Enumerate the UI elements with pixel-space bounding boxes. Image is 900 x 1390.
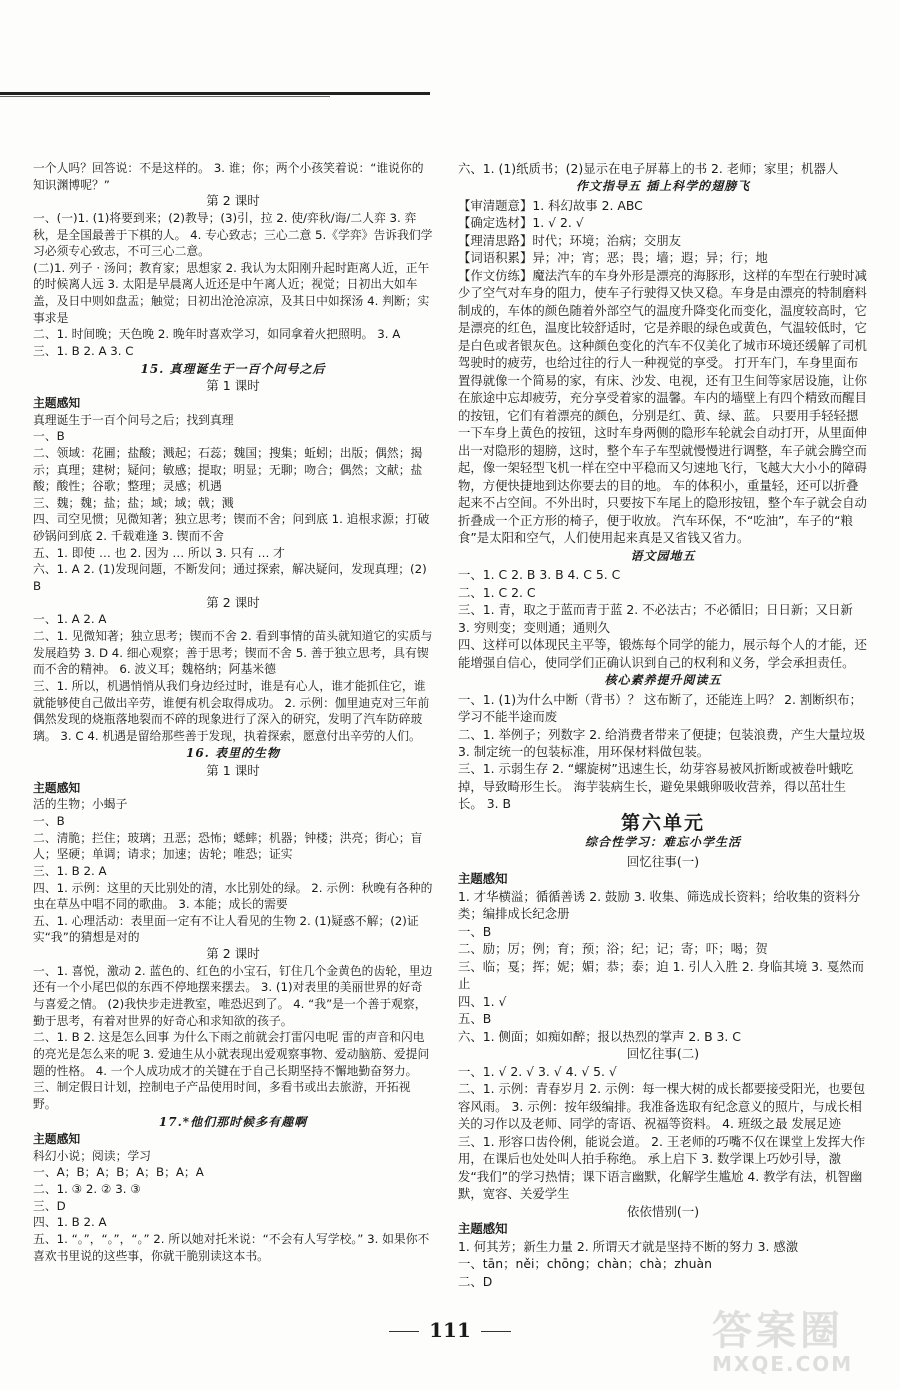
left-column-line-31: 二、1. B 2. 这是怎么回事 为什么下雨之前就会打雷闪电呢 雷的声音和闪电的亮光是怎么来的呢 3. 爱迪生从小就表现出爱观察事物、爱动脑筋、爱提问题的性格。 4. 一个人成功成才的关键在于自己长期坚持不懈地勤奋努力。 bbox=[33, 1030, 430, 1078]
right-column-line-29: 二、1. 示例：青春岁月 2. 示例：每一棵大树的成长都要接受阳光，也要包容风雨。 3. 示例：按年级编排。我准备选取有纪念意义的照片，与成长相关的习作以及老师、同学的寄语、祝福等资料。 4. 班级之最 发展足迹 bbox=[458, 1081, 866, 1132]
left-column-title-20: 16. 表里的生物 bbox=[185, 746, 281, 761]
right-column-line-5: 【词语积累】异；冲；宵；恶；畏；墙；遐；异；行；地 bbox=[458, 250, 768, 266]
left-column-line-10: 一、B bbox=[33, 429, 65, 444]
right-column-line-2: 【审清题意】1. 科幻故事 2. ABC bbox=[458, 197, 643, 213]
left-column-line-24: 一、B bbox=[33, 813, 65, 828]
page-number-dash-right bbox=[481, 1331, 511, 1332]
left-column-line-2: 一、(一)1. (1)将要到来；(2)教导；(3)引，拉 2. 使/弈秋/诲/二人弈 3. 弈秋，是全国最善于下棋的人。 4. 专心致志；三心二意 5.《学弈》告诉我们学习必须专心致志，不可三心二意。 bbox=[33, 210, 433, 259]
right-column-line-3: 【确定选材】1. √ 2. √ bbox=[458, 215, 584, 231]
right-column-unit-16: 第六单元 bbox=[620, 811, 705, 834]
watermark-line2: MXQE.COM bbox=[712, 1352, 854, 1376]
right-column-line-0: 六、1. (1)纸质书；(2)显示在电子屏幕上的书 2. 老师；家里；机器人 bbox=[458, 161, 839, 176]
left-column-bold-34: 主题感知 bbox=[33, 1132, 81, 1147]
right-column-line-26: 六、1. 侧面；如痴如醉；报以热烈的掌声 2. B 3. C bbox=[458, 1028, 741, 1044]
left-column-line-18: 二、1. 见微知著；独立思考；锲而不舍 2. 看到事情的苗头就知道它的实质与发展趋势 3. D 4. 细心观察；善于思考；锲而不舍 5. 善于独立思考，具有锲而不舍的精神。 6. 波义耳；魏格纳；阿基米德 bbox=[33, 628, 433, 677]
watermark-line1: 答案圈 bbox=[712, 1308, 844, 1354]
right-column-line-21: 一、B bbox=[458, 923, 492, 939]
left-column-line-30: 一、1. 喜悦，激动 2. 蓝色的、红色的小宝石，钉住几个金黄色的齿轮，里边还有一个小尾巴似的东西不停地摆来摆去。 3. (1)对表里的美丽世界的好奇与喜爱之情。 (2)我快步走进教室，唯恐迟到了。 4. “我”是一个善于观察，勤于思考，有着对世界的好奇心和求知欲的孩子。 bbox=[33, 963, 433, 1028]
left-column-sub-16: 第 2 课时 bbox=[206, 594, 260, 610]
left-column bbox=[33, 160, 433, 1264]
right-column-title-17: 综合性学习：难忘小学生活 bbox=[584, 835, 741, 850]
left-column-line-19: 三、1. 所以，机遇悄悄从我们身边经过时，谁是有心人，谁才能抓住它，谁就能够使自己做出辛劳，谁便有机会取得成功。 2. 示例：伽里迪克对三年前偶然发现的烧瓶落地裂而不碎的现象进行了深入的研究，发明了汽车防碎玻璃。 3. C 4. 机遇是留给那些善于发现，执着探索，愿意付出辛劳的人们。 bbox=[33, 678, 430, 743]
left-column-title-6: 15. 真理诞生于一百个问号之后 bbox=[140, 361, 326, 376]
left-column-line-36: 一、A；B；A；B；A；B；A；A bbox=[33, 1165, 204, 1180]
right-column-line-24: 四、1. √ bbox=[458, 993, 507, 1009]
left-column-line-5: 三、1. B 2. A 3. C bbox=[33, 344, 134, 359]
left-column-line-17: 一、1. A 2. A bbox=[33, 612, 107, 627]
left-column-bold-8: 主题感知 bbox=[33, 395, 81, 410]
right-column-line-10: 三、1. 青，取之于蓝而青于蓝 2. 不必法古；不必循旧；日日新；又日新 3. 穷则变；变则通；通则久 bbox=[458, 602, 853, 635]
left-column-sub-21: 第 1 课时 bbox=[206, 763, 260, 779]
left-column-line-12: 三、魏；魏；盐；盐；域；域；戟；溅 bbox=[33, 495, 234, 510]
right-column-line-22: 二、励；厉；例；育；预；浴；纪；记；寄；吓；喝；贺 bbox=[458, 941, 768, 957]
right-column-bold-19: 主题感知 bbox=[458, 871, 508, 887]
right-column-line-20: 1. 才华横溢；循循善诱 2. 鼓励 3. 收集、筛选成长资料；给收集的资料分类；编排成长纪念册 bbox=[458, 888, 861, 922]
right-column-line-4: 【理清思路】时代；环境；治病；交朋友 bbox=[458, 232, 682, 248]
right-column-sub-27: 回忆往事(二) bbox=[626, 1046, 700, 1062]
right-column-line-6: 【作文仿练】魔法汽车的车身外形是漂亮的海豚形，这样的车型在行驶时减少了空气对车身的阻力，使车子行驶得又快又稳。车身是由漂亮的特制磨料制成的，车体的颜色随着外部空气的温度升降变化而变化，温度较高时，它是漂亮的红色，温度比较舒适时，它是养眼的绿色或黄色，气温较低时，它是白色或者银灰色。这种颜色变化的汽车不仅美化了城市环境还缓解了司机驾驶时的疲劳，也给过往的行人一种视觉的享受。 打开车门，车身里面布置得就像一个简易的家，有床、沙发、电视，还有卫生间等家居设施，让你在旅途中忘却疲劳，充分享受着家的温馨。车内的墙壁上有四个精致而醒目的按钮，它们有着漂亮的颜色，分别是红、黄、绿、蓝。 只要用手轻轻摁一下车身上黄色的按钮，这时车身两侧的隐形车轮就会自动打开，从里面伸出一对隐形的翅膀，这时，整个车子车型就慢慢进行调整，车子就会腾空而起，像一架轻型飞机一样在空中平稳而又匀速地飞行，飞越大大小小的障碍物，方便快捷地到达你要去的目的地。 车的体积小，重量轻，还可以折叠起来不占空间。不外出时，只要按下车尾上的隐形按钮，整个车子就会自动折叠成一个正方形的椅子，便于收放。 汽车环保，不“吃油”，车子的“粮食”是太阳和空气，人们使用起来真是又省钱又省力。 bbox=[458, 267, 867, 546]
left-column-line-35: 科幻小说；阅读；学习 bbox=[33, 1148, 151, 1163]
right-column-title-12: 核心素养提升阅读五 bbox=[604, 673, 722, 688]
left-column-line-40: 五、1. “。”，“。”，“。” 2. 所以她对托米说：“不会有人写学校。” 3. 如果你不喜欢书里说的这些事，你就干脆别读这本书。 bbox=[33, 1232, 430, 1263]
right-column-line-30: 三、1. 形容口齿伶俐，能说会道。 2. 王老师的巧嘴不仅在课堂上发挥大作用，在课后也处处叫人拍手称绝。 承上启下 3. 数学课上巧妙引导，激发“我们”的学习热情；课下语言幽默，化解学生尴尬 4. 教学有法，机智幽默，宽容、关爱学生 bbox=[458, 1133, 866, 1202]
left-column-line-9: 真理诞生于一百个问号之后；找到真理 bbox=[33, 412, 234, 427]
left-column-bold-22: 主题感知 bbox=[33, 780, 81, 795]
left-column-line-13: 四、司空见惯；见微知著；独立思考；锲而不舍；问到底 1. 追根求源；打破砂锅问到底 2. 千载难逢 3. 锲而不舍 bbox=[33, 512, 430, 544]
page-number-dash-left bbox=[389, 1331, 419, 1332]
right-column-title-7: 语文园地五 bbox=[630, 548, 696, 563]
right-column-line-28: 一、1. √ 2. √ 3. √ 4. √ 5. √ bbox=[458, 1063, 617, 1079]
left-column-line-11: 二、领域：花圃；盐酸；溅起；石蕊；魏国；搜集；蚯蚓；出版；偶然；揭示；真理；建树；疑问；敏感；提取；明显；无聊；吻合；偶然；文献；盐酸；酸性；谷歌；整理；灵感；机遇 bbox=[33, 445, 423, 494]
left-column-line-25: 二、清脆；拦住；玻璃；丑恶；恐怖；蟋蟀；机器；钟楼；洪亮；街心；盲人；坚硬；单调；请求；加速；齿轮；唯恐；证实 bbox=[33, 830, 423, 862]
left-column-line-39: 四、1. B 2. A bbox=[33, 1215, 107, 1230]
left-column-sub-29: 第 2 课时 bbox=[206, 946, 260, 962]
right-column-sub-18: 回忆往事(一) bbox=[626, 853, 700, 869]
left-column-line-4: 二、1. 时间晚；天色晚 2. 晚年时喜欢学习，如同拿着火把照明。 3. A bbox=[33, 327, 401, 342]
right-column-line-14: 二、1. 举例子；列数字 2. 给消费者带来了便捷；包装浪费，产生大量垃圾 3. 制定统一的包装标准，用环保材料做包装。 bbox=[458, 726, 866, 759]
left-column-line-3: (二)1. 列子 · 汤问；教育家；思想家 2. 我认为太阳刚升起时距离人近，正午的时候离人远 3. 太阳是早晨离人近还是中午离人近；视觉；日初出大如车盖，及日中则如盘盂；触觉；日初出沧沧凉凉，及其日中如探汤 4. 判断；实事求是 bbox=[33, 260, 430, 325]
right-column-line-11: 四、这样可以体现民主平等，锻炼每个同学的能力，展示每个人的才能，还能增强自信心，使同学们正确认识到自己的权利和义务，学会承担责任。 bbox=[458, 637, 867, 670]
right-column-line-35: 二、D bbox=[458, 1273, 493, 1289]
left-column-line-0: 一个人吗？回答说：不是这样的。 3. 谁；你；两个小孩笑着说：“谁说你的知识渊博呢？” bbox=[33, 161, 424, 192]
left-column-title-33: 17.*他们那时候多有趣啊 bbox=[158, 1114, 308, 1129]
left-column-line-23: 活的生物；小蝎子 bbox=[33, 797, 128, 812]
left-column-line-14: 五、1. 即使 … 也 2. 因为 … 所以 3. 只有 … 才 bbox=[33, 545, 285, 560]
right-column-title-1: 作文指导五 插上科学的翅膀飞 bbox=[575, 179, 751, 194]
right-column-line-9: 二、1. C 2. C bbox=[458, 584, 536, 600]
right-column-sub-31: 依依惜别(一) bbox=[626, 1203, 700, 1219]
left-column-line-32: 三、制定假日计划，控制电子产品使用时间，多看书或出去旅游，开拓视野。 bbox=[33, 1080, 411, 1111]
right-column-line-8: 一、1. C 2. B 3. B 4. C 5. C bbox=[458, 567, 621, 583]
left-column-line-38: 三、D bbox=[33, 1198, 66, 1213]
left-column-line-37: 二、1. ③ 2. ② 3. ③ bbox=[33, 1182, 141, 1197]
left-column-sub-7: 第 1 课时 bbox=[206, 378, 260, 394]
left-column-line-26: 三、1. B 2. A bbox=[33, 863, 107, 878]
right-column-line-13: 一、1. (1)为什么中断（背书）？ 这布断了，还能连上吗？ 2. 割断织布；学习不能半途而废 bbox=[458, 691, 862, 725]
header-rule-thin bbox=[0, 96, 330, 97]
watermark-logo bbox=[712, 1310, 882, 1380]
right-column bbox=[458, 160, 868, 1290]
right-column-line-25: 五、B bbox=[458, 1011, 492, 1027]
right-column-line-15: 三、1. 示弱生存 2. “螺旋树”迅速生长，幼芽容易被风折断或被卷叶蛾吃掉，导致畸形生长。 海芋装病生长，避免果蛾卵吸收营养，得以茁壮生长。 3. B bbox=[458, 761, 854, 812]
right-column-bold-32: 主题感知 bbox=[458, 1221, 508, 1237]
right-column-line-33: 1. 何其芳；新生力量 2. 所谓天才就是坚持不断的努力 3. 感激 bbox=[458, 1238, 799, 1254]
left-column-line-15: 六、1. A 2. (1)发现问题，不断发问；通过探索，解决疑问，发现真理；(2)B bbox=[33, 562, 427, 594]
left-column-sub-1: 第 2 课时 bbox=[206, 193, 260, 209]
right-column-line-23: 三、临；戛；挥；妮；媚；恭；泰；迫 1. 引人入胜 2. 身临其境 3. 戛然而止 bbox=[458, 958, 865, 992]
right-column-line-34: 一、tān；něi；chōng；chàn；chà；zhuàn bbox=[458, 1256, 712, 1272]
page-number: 111 bbox=[429, 1318, 471, 1342]
left-column-line-27: 四、1. 示例：这里的天比别处的清，水比别处的绿。 2. 示例：秋晚有各种的虫在草丛中唱不同的歌曲。 3. 本能；成长的需要 bbox=[33, 880, 433, 912]
left-column-line-28: 五、1. 心理活动：表里面一定有不让人看见的生物 2. (1)疑惑不解；(2)证实“我”的猜想是对的 bbox=[33, 913, 419, 945]
header-rule bbox=[0, 92, 430, 95]
